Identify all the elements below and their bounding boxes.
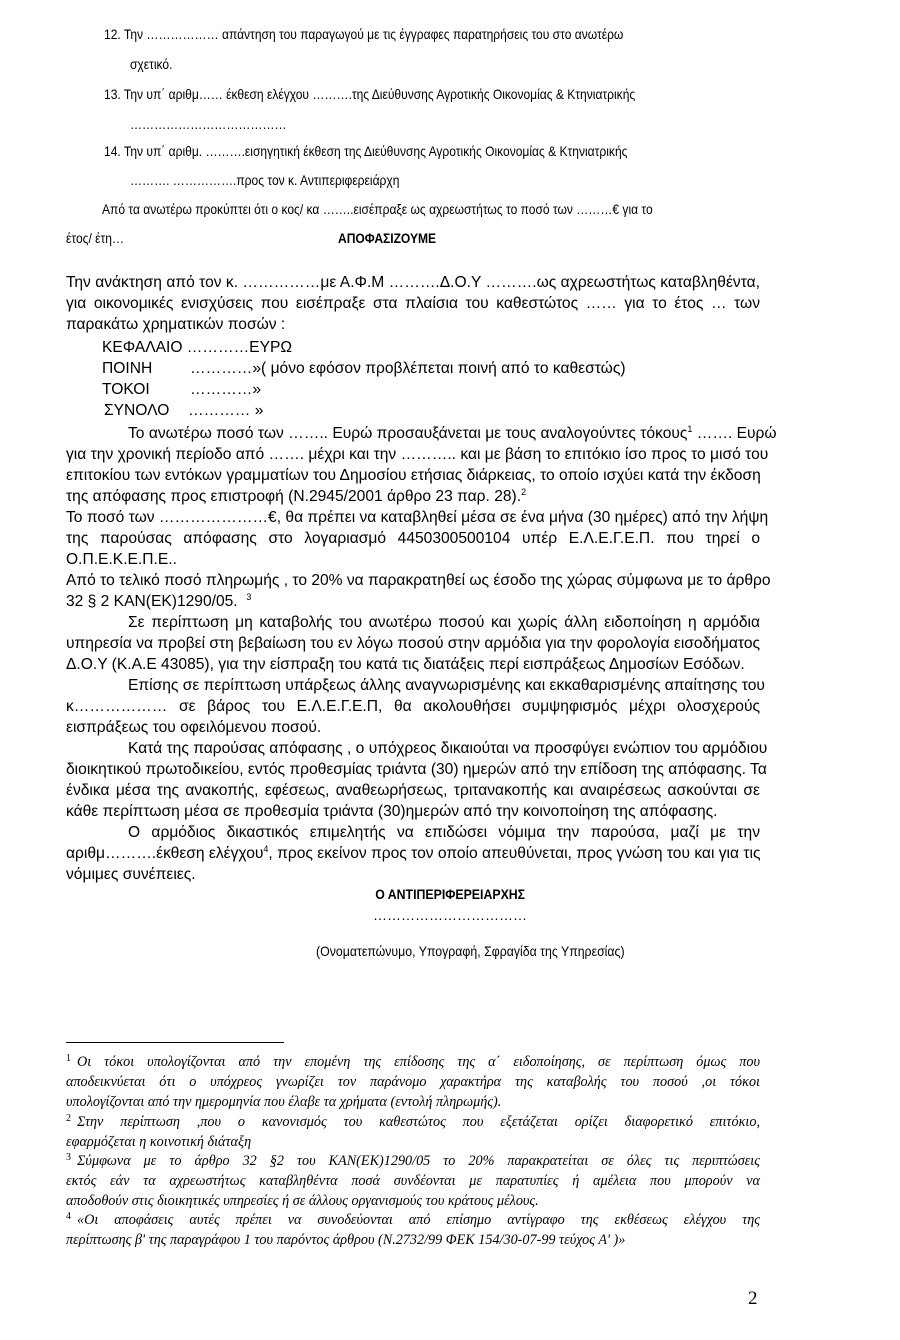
- para7-line4: κάθε περίπτωση μέσα σε προθεσμία τριάντα (30)ημερών από την κοινοποίηση της απόφασης.: [66, 803, 718, 820]
- intro-line2: έτος/ έτη…: [66, 230, 125, 246]
- amount-synolo-label: ΣΥΝΟΛΟ: [104, 402, 170, 419]
- item-14-line1: 14. Την υπ΄ αριθμ. ……….εισηγητική έκθεση της Διεύθυνσης Αγροτικής Οικονομίας & Κτηνιατρικής: [104, 143, 628, 159]
- para1-line2: για οικονομικές ενισχύσεις που εισέπραξε στα πλαίσια του καθεστώτος …… για το έτος … των: [66, 295, 760, 312]
- item-12-line1: 12. Την ……………… απάντηση του παραγωγού με τις έγγραφες παρατηρήσεις του στο ανωτέρω: [104, 26, 624, 42]
- amount-kefalaio: ΚΕΦΑΛΑΙΟ …………ΕΥΡΩ: [102, 339, 293, 356]
- para4-line2: 32 § 2 ΚΑΝ(ΕΚ)1290/05. $^3$: [66, 591, 252, 610]
- amount-poini-value: …………»( μόνο εφόσον προβλέπεται ποινή από το καθεστώς): [190, 360, 626, 377]
- amount-synolo-value: ………… »: [188, 402, 264, 419]
- footnote-separator: [66, 1042, 284, 1043]
- para6-line2: κ……………… σε βάρος του Ε.Λ.Ε.Γ.Ε.Π, θα ακολουθήσει συμψηφισμός μέχρι ολοσχερούς: [66, 698, 760, 715]
- para8-line1: Ο αρμόδιος δικαστικός επιμελητής να επιδώσει νόμιμα την παρούσα, μαζί με την: [128, 824, 760, 841]
- decision-heading: ΑΠΟΦΑΣΙΖΟΥΜΕ: [338, 230, 437, 246]
- signature-title: Ο ΑΝΤΙΠΕΡΙΦΕΡΕΙΑΡΧΗΣ: [375, 886, 525, 902]
- para2-line1: Το ανωτέρω ποσό των …….. Ευρώ προσαυξάνεται με τους αναλογούντες τόκους$^1$ ……. Ευρώ: [128, 423, 777, 442]
- para5-line1: Σε περίπτωση μη καταβολής του ανωτέρω ποσού και χωρίς άλλη ειδοποίηση η αρμόδια: [128, 614, 760, 631]
- para7-line1: Κατά της παρούσας απόφασης , ο υπόχρεος δικαιούται να προσφύγει ενώπιον του αρμόδιου: [128, 740, 768, 757]
- para2-line3: επιτοκίου των εντόκων γραμματίων του Δημοσίου ετήσιας διάρκειας, το οποίο ισχύει κατά την έκδοση: [66, 467, 761, 484]
- para6-line3: εισπράξεως του οφειλόμενου ποσού.: [66, 719, 322, 736]
- amount-tokoi-value: …………»: [190, 381, 262, 398]
- item-12-line2: σχετικό.: [130, 56, 173, 72]
- footnote-1-line2: αποδεικνύεται ότι ο υπόχρεος γνωρίζει τον παράνομο χαρακτήρα της καταβολής του ποσού ,οι τόκοι: [66, 1074, 760, 1090]
- amount-tokoi-label: ΤΟΚΟΙ: [102, 381, 150, 398]
- para1-line3: παρακάτω χρηματικών ποσών :: [66, 316, 286, 333]
- amount-poini-label: ΠΟΙΝΗ: [102, 360, 153, 377]
- para2-line4: της απόφασης προς επιστροφή (Ν.2945/2001 άρθρο 23 παρ. 28).$^2$: [66, 486, 527, 505]
- para7-line2: διοικητικού πρωτοδικείου, εντός προθεσμίας τριάντα (30) ημερών από την επίδοση της απόφασης. Τα: [66, 761, 767, 778]
- footnote-2-line1: $^2$ Στην περίπτωση ,που ο κανονισμός του καθεστώτος που εξετάζεται ορίζει διαφορετικό επιτόκιο,: [66, 1113, 760, 1130]
- item-13-line2: …………………………………: [130, 116, 287, 132]
- page-number: 2: [748, 1288, 758, 1309]
- para5-line3: Δ.Ο.Υ (Κ.Α.Ε 43085), για την είσπραξη του κατά τις διατάξεις περί εισπράξεως Δημοσίων Εσόδων.: [66, 656, 745, 673]
- para3-line3: Ο.Π.Ε.Κ.Ε.Π.Ε..: [66, 551, 177, 568]
- footnote-1-line1: $^1$ Οι τόκοι υπολογίζονται από την επομένη της επίδοσης της α΄ ειδοποίησης, σε περίπτωση όμως που: [66, 1053, 760, 1070]
- footnote-2-line2: εφαρμόζεται η κοινοτική διάταξη: [66, 1134, 252, 1150]
- para7-line3: ένδικα μέσα της ανακοπής, εφέσεως, αναθεωρήσεως, τριτανακοπής και αναιρέσεως ασκούνται σε: [66, 782, 760, 799]
- para8-line3: νόμιμες συνέπειες.: [66, 866, 196, 883]
- footnote-4-line1: $^4$ «Οι αποφάσεις αυτές πρέπει να συνοδεύονται από επίσημο αντίγραφο της εκθέσεως ελέγχου της: [66, 1211, 760, 1228]
- footnote-3-line1: $^3$ Σύμφωνα με το άρθρο 32 §2 του ΚΑΝ(ΕΚ)1290/05 το 20% παρακρατείται σε όλες τις περιπτώσεις: [66, 1152, 760, 1169]
- signature-dots: ……………………………: [373, 907, 527, 923]
- para3-line2: της παρούσας απόφασης στο λογαριασμό 4450300500104 υπέρ Ε.Λ.Ε.Γ.Ε.Π. που τηρεί ο: [66, 530, 760, 547]
- para2-line2: για την χρονική περίοδο από ……. μέχρι και την ……….. και με βάση το επιτόκιο ίσο προς το μισό του: [66, 446, 769, 463]
- para8-line2: αριθμ……….έκθεση ελέγχου$^4$, προς εκείνον προς τον οποίο απευθύνεται, προς γνώση του και για τις: [66, 843, 761, 862]
- signature-caption: (Ονοματεπώνυμο, Υπογραφή, Σφραγίδα της Υπηρεσίας): [315, 943, 625, 959]
- item-13-line1: 13. Την υπ΄ αριθμ…… έκθεση ελέγχου ……….της Διεύθυνσης Αγροτικής Οικονομίας & Κτηνιατρικής: [104, 86, 636, 102]
- item-14-line2: ………. …………….προς τον κ. Αντιπεριφερειάρχη: [130, 172, 400, 188]
- intro-line1: Από τα ανωτέρω προκύπτει ότι ο κος/ κα ……..εισέπραξε ως αχρεωστήτως το ποσό των ………€ για το: [102, 201, 653, 217]
- footnote-3-line2: εκτός εάν τα αχρεωστήτως καταβληθέντα ποσά συνδέονται με παρατυπίες ή αμέλεια που μπορούν να: [66, 1173, 760, 1189]
- para4-line1: Από το τελικό ποσό πληρωμής , το 20% να παρακρατηθεί ως έσοδο της χώρας σύμφωνα με το άρθρο: [66, 572, 771, 589]
- footnote-3-line3: αποδοθούν στις διοικητικές υπηρεσίες ή σε άλλους οργανισμούς του κράτους μέλους.: [66, 1193, 539, 1209]
- para5-line2: υπηρεσία να προβεί στη βεβαίωση του εν λόγω ποσού στην αρμόδια για την φορολογία εισοδήματος: [66, 635, 761, 652]
- footnote-1-line3: υπολογίζονται από την ημερομηνία που έλαβε τα χρήματα (εντολή πληρωμής).: [66, 1094, 502, 1110]
- footnote-4-line2: περίπτωσης β' της παραγράφου 1 του παρόντος άρθρου (Ν.2732/99 ΦΕΚ 154/30-07-99 τεύχος Α' )»: [66, 1232, 626, 1248]
- para3-line1: Το ποσό των …………………€, θα πρέπει να καταβληθεί μέσα σε ένα μήνα (30 ημέρες) από την λήψη: [66, 509, 769, 526]
- para6-line1: Επίσης σε περίπτωση υπάρξεως άλλης αναγνωρισμένης και εκκαθαρισμένης απαίτησης του: [128, 677, 765, 694]
- para1-line1: Την ανάκτηση από τον κ. ……………με Α.Φ.Μ ……….Δ.Ο.Υ ……….ως αχρεωστήτως καταβληθέντα,: [66, 274, 760, 291]
